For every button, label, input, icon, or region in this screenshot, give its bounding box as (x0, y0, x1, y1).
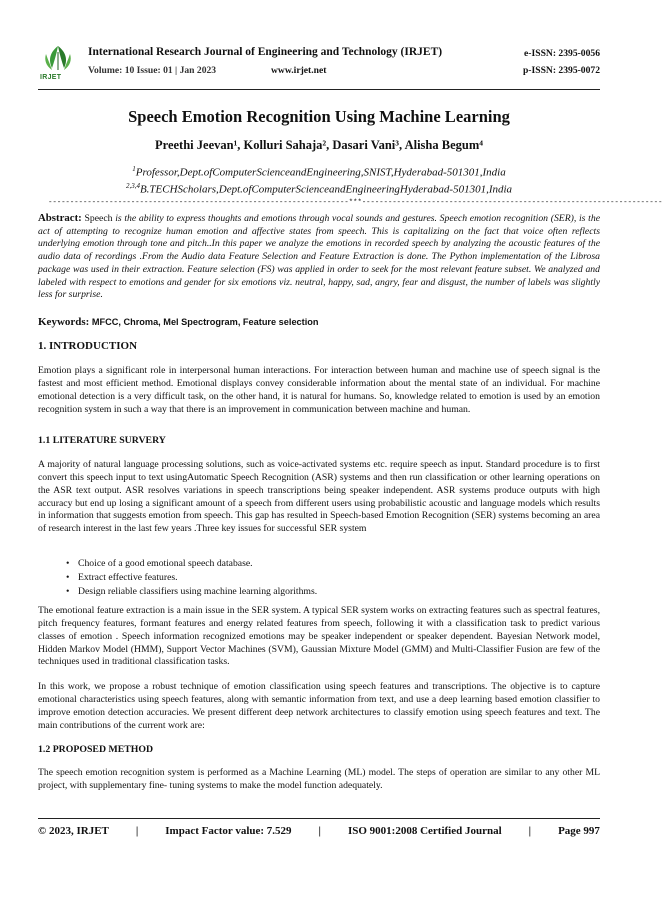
abstract-text: is the ability to express thoughts and emotions through vocal sounds and gestures. Speech emotion recognition (SER), is the act of attempting to recognize human emotion and affective states from speech. This is capitalizing on the fact that voice often reflects underlying emotion through tone and pitch..In this paper we analyze the emotions in recorded speech by analyzing the acoustic features of the audio data of recordings .From the Audio data Feature Selection and Feature Extraction is done. The Python implementation of the Librosa package was used in their extraction. Feature selection (FS) was applied in order to seek for the most relevant feature subset. We analyzed and labeled with respect to emotions and gender for six emotions viz. neutral, happy, sad, angry, fear and disgust, the number of labels was slightly less for surprise. (38, 213, 600, 301)
list-item (38, 585, 600, 599)
logo-text: IRJET (40, 74, 62, 81)
proposed-method-heading: 1.2 PROPOSED METHOD (38, 744, 154, 755)
author-list: Preethi Jeevan¹, Kolluri Sahaja², Dasari Vani³, Alisha Begum⁴ (155, 138, 483, 152)
footer-iso: ISO 9001:2008 Certified Journal (347, 825, 502, 837)
list-item-text: Extract effective features. (78, 571, 178, 583)
list-item (38, 571, 600, 585)
footer-divider: | (135, 825, 139, 837)
list-item-text: Choice of a good emotional speech database. (78, 558, 253, 569)
p-issn: p-ISSN: 2395-0072 (522, 65, 600, 76)
proposed-method-paragraph: The speech emotion recognition system is performed as a Machine Learning (ML) model. The steps of operation are similar to any other ML project, with supplementary fine- tuning systems to make the model function adequately. (38, 767, 600, 791)
keywords-text: MFCC, Chroma, Mel Spectrogram, Feature selection (91, 317, 319, 327)
header-rule (38, 89, 600, 90)
affiliation-2 (38, 182, 600, 196)
bullet-icon: • (66, 585, 70, 597)
journal-name: International Research Journal of Engineering and Technology (IRJET) (88, 46, 443, 58)
affiliation-1-text: Professor,Dept.ofComputerScienceandEngineering,SNIST,Hyderabad-501301,India (135, 166, 506, 179)
list-item (38, 557, 600, 571)
literature-heading: 1.1 LITERATURE SURVERY (38, 435, 166, 446)
bullet-icon: • (66, 571, 70, 583)
page-footer (38, 825, 600, 837)
volume-issue: Volume: 10 Issue: 01 | Jan 2023 (88, 65, 217, 76)
e-issn: e-ISSN: 2395-0056 (524, 48, 600, 59)
abstract (38, 212, 600, 302)
affiliation-2-marker: 2,3,4 (125, 182, 140, 190)
footer-page-number: Page 997 (558, 825, 600, 837)
intro-paragraph: Emotion plays a significant role in interpersonal human interactions. For interaction between human and machine use of speech signal is the fastest and most efficient method. Emotional displays convey considerable information about the mental state of an individual. For machine emotional detection is a very difficult task, on the other hand, it is natural for humans. So, knowledge related to emotion is used by an emotion recognition system in such a way that there is an improvement in communication between machine and human. (38, 365, 600, 415)
intro-heading: 1. INTRODUCTION (38, 340, 138, 352)
literature-paragraph-3: In this work, we propose a robust technique of emotion classification using speech features and transcriptions. The objective is to capture emotional characteristics using speech features, along with semantic information from text, and use a deep learning based emotion classifier to improve emotion detection accuracies. We present different deep network architectures to classify emotion using speech features and text. The main contributions of the current work are: (38, 681, 600, 731)
literature-paragraph-1: A majority of natural language processing solutions, such as voice-activated systems etc. require speech as input. Standard procedure is to first convert this speech input to text usingAutomatic Speech Recognition (ASR) systems and then run classification or other learning operations on the ASR text output. ASR resolves variations in speech transcriptions being speaker independent. ASR systems produce outputs with high accuracy but end up losing a significant amount of a speech from different users using probabilistic acoustic and language models which results in information that suggests emotion from speech. This gap has resulted in Speech-based Emotion Recognition (SER) systems becoming an area of research interest in the last few years .Three key issues for successful SER system (38, 459, 600, 535)
bullet-icon: • (66, 558, 70, 569)
journal-website-link[interactable]: www.irjet.net (271, 65, 327, 76)
abstract-lead: Speech (81, 213, 116, 224)
paper-title: Speech Emotion Recognition Using Machine Learning (128, 107, 510, 126)
abstract-heading: Abstract: (38, 212, 82, 224)
footer-divider: | (528, 825, 532, 837)
affiliation-2-text: B.TECHScholars,Dept.ofComputerScienceandEngineeringHyderabad-501301,India (139, 183, 513, 196)
footer-copyright: © 2023, IRJET (38, 825, 109, 837)
keywords-heading: Keywords: (38, 316, 90, 328)
affiliation-1 (38, 165, 600, 179)
keywords (38, 316, 600, 328)
key-issues-list (38, 557, 600, 598)
section-separator: ---------------------------------------------------------------------***--------------------------------------------------------------------- (48, 199, 662, 207)
footer-impact-factor: Impact Factor value: 7.529 (165, 825, 292, 837)
footer-divider: | (318, 825, 321, 837)
affiliation-1-marker: 1 (132, 165, 136, 173)
footer-rule (38, 818, 600, 819)
literature-paragraph-2: The emotional feature extraction is a main issue in the SER system. A typical SER system works on extracting features such as spectral features, pitch frequency features, formant features and energy related features from speech, following it with a classification task to predict various classes of emotion . Speech information recognized emotions may be speaker independent or speaker dependent. Bayesian Network model, Hidden Markov Model (HMM), Support Vector Machines (SVM), Gaussian Mixture Model (GMM) and Multi-Classifier Fusion are few of the techniques used in traditional classification tasks. (38, 605, 600, 668)
list-item-text: Design reliable classifiers using machine learning algorithms. (78, 585, 318, 597)
journal-header (38, 44, 600, 88)
